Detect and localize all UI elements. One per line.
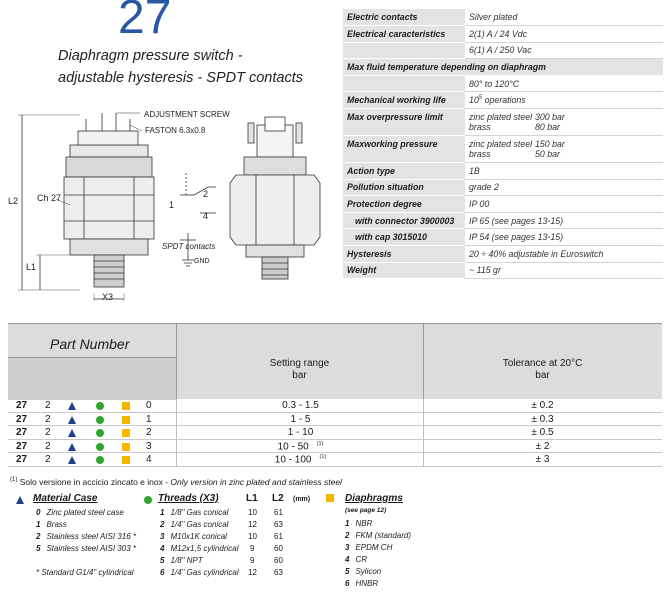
diaphragm-label: Sylicon: [355, 567, 382, 576]
setting-range: 1 - 5: [290, 413, 311, 425]
footnote-marker: (1): [10, 477, 18, 484]
spdt-label: SPDT contacts: [162, 242, 216, 251]
list-item: [36, 532, 136, 541]
footnote-ref: (1): [319, 454, 327, 461]
spec-key: [343, 75, 465, 92]
part-prefix: 27: [16, 427, 28, 439]
spec-value: grade 2: [465, 179, 663, 196]
list-item: [160, 544, 238, 553]
list-item: [160, 532, 227, 541]
circle-icon: [144, 496, 152, 504]
material-label: Stainless steel AISI 303 *: [46, 544, 136, 553]
faston-label: FASTON 6.3x0.8: [145, 126, 206, 135]
spec-line-value: 150 bar: [535, 139, 565, 150]
spec-row: [343, 42, 663, 59]
diaphragm-code: 4: [345, 555, 350, 564]
spec-row: [343, 9, 663, 26]
list-item: [36, 520, 67, 529]
spec-key: Max fluid temperature depending on diaphragm: [343, 59, 663, 76]
spec-row: [343, 212, 663, 229]
spec-key: Electrical caracteristics: [343, 26, 465, 43]
title-line-1: Diaphragm pressure switch -: [58, 48, 243, 64]
pin-4-label: 4: [203, 211, 209, 221]
setting-range: 1 - 10: [287, 427, 314, 439]
thread-l1: 9: [250, 556, 255, 565]
list-item: [36, 508, 124, 517]
thread-label: 1/8" Gas conical: [170, 508, 229, 517]
spec-row: [343, 196, 663, 213]
spec-value: 80° to 120°C: [465, 75, 663, 92]
part-prefix: 27: [16, 454, 28, 466]
spec-line-label: brass: [469, 149, 491, 160]
list-item: [345, 567, 381, 576]
material-label: Zinc plated steel case: [46, 508, 124, 517]
material-label: Stainless steel AISI 316 *: [46, 532, 136, 541]
material-code: 1: [36, 520, 41, 529]
spec-key: Hysteresis: [343, 246, 465, 263]
spec-key: Weight: [343, 262, 465, 279]
spec-table: [343, 9, 663, 279]
spec-key: Max overpressure limit: [343, 109, 465, 136]
spec-line-label: zinc plated steel: [469, 112, 533, 123]
spec-value: [465, 92, 663, 109]
spec-value: 6(1) A / 250 Vac: [465, 42, 663, 59]
part-code-2: 2: [45, 413, 51, 425]
diaphragm-label: EPDM CH: [355, 543, 393, 552]
l2-header: L2: [272, 493, 284, 504]
diaphragms-title: Diaphragms: [345, 493, 403, 504]
spec-row: [343, 179, 663, 196]
setting-range: [178, 441, 423, 452]
diaphragm-code: 1: [345, 519, 350, 528]
setting-range: 0.3 - 1.5: [282, 400, 319, 411]
circle-icon: [96, 429, 104, 437]
spec-line-value: 50 bar: [535, 149, 560, 160]
diaphragm-label: FKM (standard): [355, 531, 412, 540]
part-table-header: [8, 323, 662, 399]
setting-range-unit: bar: [292, 370, 307, 381]
unit-label: (mm): [293, 496, 311, 503]
diaphragm-code: 5: [345, 567, 350, 576]
thread-label: 1/8" NPT: [170, 556, 203, 565]
material-case-title: Material Case: [33, 493, 98, 504]
material-code: 0: [36, 508, 41, 517]
thread-l2: 60: [274, 544, 283, 553]
thread-label: 1/4" Gas conical: [170, 520, 229, 529]
spec-key: Action type: [343, 163, 465, 180]
circle-icon: [96, 402, 104, 410]
spec-key: Maxworking pressure: [343, 136, 465, 163]
tolerance: ± 0.5: [531, 427, 554, 439]
diaphragm-label: CR: [355, 555, 368, 564]
thread-l2: 61: [274, 532, 283, 541]
diaphragm-range-code: 2: [146, 427, 152, 439]
part-prefix: 27: [16, 400, 28, 411]
thread-l2: 61: [274, 508, 283, 517]
triangle-icon: [68, 456, 76, 464]
circle-icon: [96, 443, 104, 451]
spec-value: 20 ÷ 40% adjustable in Euroswitch: [465, 246, 663, 263]
diaphragm-range-code: 3: [146, 440, 152, 452]
spec-line-value: 300 bar: [535, 112, 565, 123]
pin-1-label: 1: [169, 200, 175, 210]
circle-icon: [96, 416, 104, 424]
spec-key: Pollution situation: [343, 179, 465, 196]
model-number: 27: [118, 0, 172, 44]
square-icon: [122, 429, 130, 437]
part-number-title: Part Number: [50, 336, 130, 352]
part-table-body: [8, 399, 662, 467]
footnote-ref: (1): [316, 440, 324, 447]
footnote-text: Solo versione in accicio zincato e inox -: [17, 477, 171, 487]
spec-value-tail: operations: [482, 95, 526, 106]
list-item: [36, 544, 136, 553]
spec-value: 1B: [465, 163, 663, 180]
thread-code: 3: [160, 532, 165, 541]
diaphragm-range-code: 1: [146, 413, 152, 425]
diaphragm-code: 6: [345, 579, 350, 588]
part-code-2: 2: [45, 440, 51, 452]
diaphragms-subtitle: (see page 12): [345, 507, 387, 514]
tolerance-unit: bar: [535, 370, 550, 381]
thread-label: 1/4" Gas cylindrical: [170, 568, 239, 577]
table-row: [8, 426, 662, 440]
setting-range-label: Setting range: [269, 358, 330, 369]
table-row: [8, 399, 662, 413]
spec-key: Protection degree: [343, 196, 465, 213]
tolerance-header: [423, 358, 662, 382]
list-item: [160, 556, 203, 565]
material-label: Brass: [46, 520, 67, 529]
part-number-table: [8, 323, 662, 467]
spec-value: IP 65 (see pages 13-15): [465, 212, 663, 229]
diaphragm-label: NBR: [355, 519, 373, 528]
setting-range-value: 10 - 100: [274, 454, 312, 466]
spec-row: [343, 262, 663, 279]
threads-title: Threads (X3): [158, 493, 219, 504]
spec-row: [343, 246, 663, 263]
material-note: * Standard G1/4" cylindrical: [36, 568, 134, 577]
spec-row: [343, 59, 663, 76]
thread-code: 5: [160, 556, 165, 565]
spec-key: with connector 3900003: [343, 212, 465, 229]
spec-value: IP 54 (see pages 13-15): [465, 229, 663, 246]
table-row: [8, 453, 662, 467]
part-code-2: 2: [45, 454, 51, 466]
pin-2-label: 2: [203, 189, 209, 199]
triangle-icon: [68, 402, 76, 410]
thread-code: 6: [160, 568, 165, 577]
l2-label: L2: [8, 196, 19, 206]
thread-l1: 12: [248, 568, 257, 577]
spec-line-value: 80 bar: [535, 122, 560, 133]
spec-line-label: brass: [469, 122, 491, 133]
spec-row: [343, 229, 663, 246]
square-icon: [122, 443, 130, 451]
table-row: [8, 440, 662, 454]
gnd-label: GND: [194, 258, 210, 265]
list-item: [345, 531, 411, 540]
list-item: [345, 579, 378, 588]
thread-l1: 10: [248, 532, 257, 541]
spec-row: [343, 92, 663, 109]
ch-label: Ch 27: [37, 193, 62, 203]
spec-value: Silver plated: [465, 9, 663, 26]
l1-header: L1: [246, 493, 258, 504]
triangle-icon: [16, 496, 24, 504]
thread-l2: 60: [274, 556, 283, 565]
setting-range-header: [176, 358, 423, 382]
footnote-italic: Only version in zinc plated and stainless steel: [170, 477, 342, 487]
spec-value-sup: 5: [478, 95, 483, 102]
diaphragm-range-code: 4: [146, 454, 152, 466]
list-item: [160, 520, 228, 529]
part-code-2: 2: [45, 400, 51, 411]
triangle-icon: [68, 443, 76, 451]
tolerance-label: Tolerance at 20°C: [502, 358, 583, 369]
list-item: [160, 508, 228, 517]
spec-value: [465, 109, 663, 136]
spec-value: ~ 115 gr: [465, 262, 663, 279]
thread-label: M12x1,5 cylindrical: [170, 544, 239, 553]
x3-label: X3: [102, 292, 114, 302]
thread-code: 2: [160, 520, 165, 529]
spec-row: [343, 109, 663, 136]
diaphragm-label: HNBR: [355, 579, 379, 588]
part-code-2: 2: [45, 427, 51, 439]
title-line-2: adjustable hysteresis - SPDT contacts: [58, 70, 303, 86]
material-code: 5: [36, 544, 41, 553]
square-icon: [122, 416, 130, 424]
spec-key: Electric contacts: [343, 9, 465, 26]
spec-value: IP 00: [465, 196, 663, 213]
diaphragm-code: 3: [345, 543, 350, 552]
spec-row: [343, 163, 663, 180]
part-prefix: 27: [16, 440, 28, 452]
spec-row: [343, 75, 663, 92]
square-icon: [326, 494, 334, 502]
l1-label: L1: [26, 262, 37, 272]
list-item: [345, 555, 367, 564]
square-icon: [122, 402, 130, 410]
footnote: [10, 477, 342, 487]
tolerance: ± 0.2: [531, 400, 554, 411]
thread-code: 1: [160, 508, 165, 517]
tolerance: ± 2: [535, 440, 550, 452]
circle-icon: [96, 456, 104, 464]
list-item: [345, 543, 392, 552]
part-number-subheader: [8, 357, 176, 400]
spec-value: 2(1) A / 24 Vdc: [465, 26, 663, 43]
material-code: 2: [36, 532, 41, 541]
thread-code: 4: [160, 544, 165, 553]
thread-l1: 10: [248, 508, 257, 517]
list-item: [160, 568, 239, 577]
diaphragm-code: 2: [345, 531, 350, 540]
spec-key: with cap 3015010: [343, 229, 465, 246]
spec-line-label: zinc plated steel: [469, 139, 533, 150]
adjustment-screw-label: ADJUSTMENT SCREW: [144, 110, 230, 119]
spec-row: [343, 26, 663, 43]
tolerance: ± 0.3: [531, 413, 554, 425]
triangle-icon: [68, 416, 76, 424]
thread-l2: 63: [274, 520, 283, 529]
spec-key: [343, 42, 465, 59]
thread-l2: 63: [274, 568, 283, 577]
spec-value: [465, 136, 663, 163]
thread-l1: 9: [250, 544, 255, 553]
spec-key: Mechanical working life: [343, 92, 465, 109]
tolerance: ± 3: [535, 454, 550, 466]
setting-range: [178, 454, 423, 465]
thread-l1: 12: [248, 520, 257, 529]
part-prefix: 27: [16, 413, 28, 425]
triangle-icon: [68, 429, 76, 437]
thread-label: M10x1K conical: [170, 532, 227, 541]
table-row: [8, 413, 662, 427]
spec-row: [343, 136, 663, 163]
diaphragm-range-code: 0: [146, 400, 152, 411]
list-item: [345, 519, 372, 528]
spec-value-base: 10: [469, 95, 479, 106]
square-icon: [122, 456, 130, 464]
setting-range-value: 10 - 50: [277, 441, 309, 453]
